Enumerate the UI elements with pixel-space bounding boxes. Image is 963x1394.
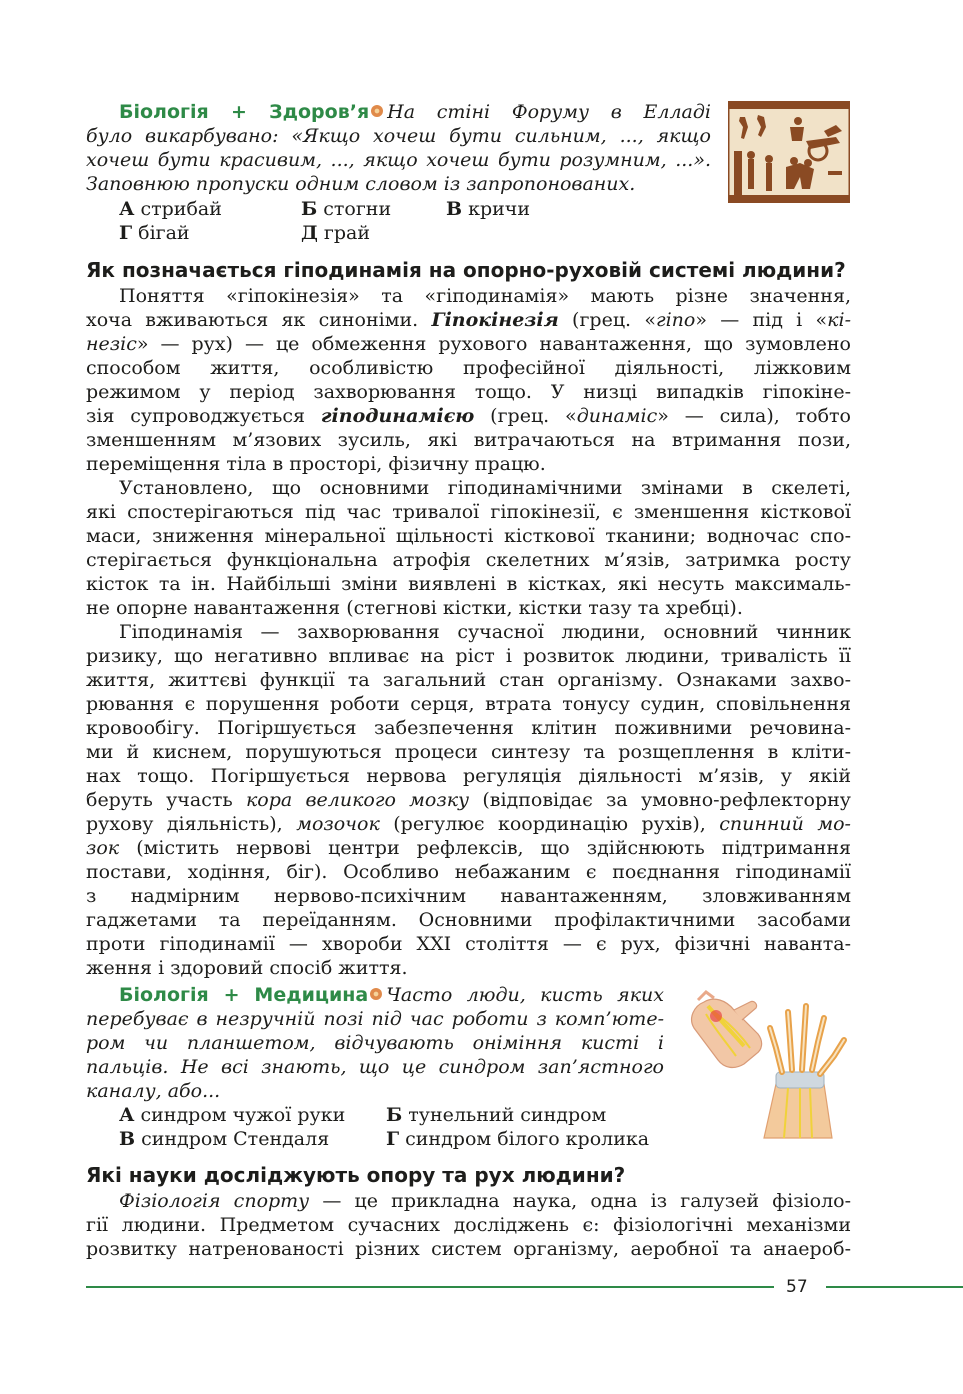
text-line: режимом у період захворювання тощо. У низці випадків гіпокіне-: [86, 381, 851, 403]
medicine-option-a: А синдром чужої руки: [119, 1104, 346, 1126]
medicine-box-line-1: Біологія + Медицина Часто люди, кисть яких: [119, 984, 664, 1006]
section-heading-hypodynamia: Як позначається гіподинамія на опорно-руховій системі людини?: [86, 258, 846, 282]
text-line: зія супроводжується гіподинамією (грец. «динаміс» — сила), тобто: [86, 405, 851, 427]
paragraph-4: [86, 1189, 851, 1261]
paragraph-1: [86, 284, 851, 476]
text-line: які спостерігаються під час тривалої гіпокінезії, є зменшення кісткової: [86, 501, 851, 523]
text-line: ризику, що негативно впливає на ріст і розвиток людини, тривалість її: [86, 645, 851, 667]
health-option-g: Г бігай: [119, 222, 190, 244]
text-line: зменшенням м’язових зусиль, які витрачаються на втримання пози,: [86, 429, 851, 451]
footer-rule-right: [826, 1286, 963, 1288]
medicine-option-g: Г синдром білого кролика: [386, 1128, 650, 1150]
text-line: Гіподинамія — захворювання сучасної людини, основний чинник: [119, 621, 851, 643]
medicine-option-b: Б тунельний синдром: [386, 1104, 607, 1126]
wrist-anatomy-image: [684, 988, 852, 1140]
health-option-v: В кричи: [446, 198, 530, 220]
medicine-box-line-4: пальців. Не всі знають, що це синдром зап’ястного: [86, 1056, 664, 1078]
greek-fresco-image: [728, 101, 850, 203]
text-line: беруть участь кора великого мозку (відповідає за умовно-рефлекторну: [86, 789, 851, 811]
page-number: 57: [786, 1277, 808, 1297]
health-box-tag: Біологія + Здоров’я: [119, 101, 370, 123]
health-box-line-1: Біологія + Здоров’я На стіні Форуму в Елладі: [119, 101, 711, 123]
health-option-d: Д грай: [301, 222, 371, 244]
text-line: рювання є порушення роботи серця, втрата тонусу судин, сповільнення: [86, 693, 851, 715]
text-line: Фізіологія спорту — це прикладна наука, одна із галузей фізіоло-: [119, 1190, 851, 1212]
text-line: рухову діяльність), мозочок (регулює координацію рухів), спинний мо-: [86, 813, 851, 835]
text-line: стерігається функціональна атрофія скелетних м’язів, затримка росту: [86, 549, 851, 571]
health-box-line-2: було викарбувано: «Якщо хочеш бути сильним, ..., якщо: [86, 125, 711, 147]
text-line: гії людини. Предметом сучасних досліджень є: фізіологічні механізми: [86, 1214, 851, 1236]
medicine-box-line-2: перебуває в незручній позі під час роботи з комп’ютe-: [86, 1008, 664, 1030]
text-line: Поняття «гіпокінезія» та «гіподинамія» мають різне значення,: [119, 285, 851, 307]
text-line: Установлено, що основними гіподинамічними змінами в скелеті,: [119, 477, 851, 499]
text-line: ження і здоровий спосіб життя.: [86, 957, 408, 979]
text-line: не опорне навантаження (стегнові кістки, кістки тазу та хребці).: [86, 597, 743, 619]
text-line: незіс» — рух) — це обмеження рухового навантаження, що зумовлено: [86, 333, 851, 355]
paragraph-3: [86, 620, 851, 980]
text-line: гаджетами та переїданням. Основними профілактичними засобами: [86, 909, 851, 931]
medicine-box-line-3: ром чи планшетом, відчувають оніміння кисті і: [86, 1032, 664, 1054]
text-line: кісток та ін. Найбільші зміни виявлені в кістках, які несуть максималь-: [86, 573, 851, 595]
text-line: хоча вживаються як синоніми. Гіпокінезія (грец. «гіпо» — під і «кі-: [86, 309, 851, 331]
flower-icon: [370, 988, 382, 1000]
medicine-option-v: В синдром Стендаля: [119, 1128, 330, 1150]
text-line: постави, ходіння, біг). Особливо небажаним є поєднання гіподинамії: [86, 861, 851, 883]
footer-rule-left: [86, 1286, 774, 1288]
health-option-a: А стрибай: [119, 198, 222, 220]
text-line: переміщення тіла в просторі, фізичну працю.: [86, 453, 546, 475]
health-box-line-3: хочеш бути красивим, ..., якщо хочеш бути розумним, ...».: [86, 149, 711, 171]
text-line: кровообігу. Погіршується забезпечення клітин поживними речовина-: [86, 717, 851, 739]
text-line: ми й киснем, порушуються процеси синтезу та розщеплення в кліти-: [86, 741, 851, 763]
text-line: способом життя, особливістю професійної діяльності, ліжковим: [86, 357, 851, 379]
text-line: зок (містить нервові центри рефлексів, що здійснюють підтримання: [86, 837, 851, 859]
health-option-b: Б стогни: [301, 198, 392, 220]
text-line: проти гіподинамії — хвороби XXI століття — є рух, фізичні наванта-: [86, 933, 851, 955]
text-line: з надмірним нервово-психічним навантаженням, зловживанням: [86, 885, 851, 907]
text-line: нах тощо. Погіршується нервова регуляція діяльності м’язів, у якій: [86, 765, 851, 787]
medicine-box-tag: Біологія + Медицина: [119, 984, 369, 1006]
health-box: [86, 100, 711, 196]
medicine-box-line-5: каналу, або...: [86, 1080, 221, 1102]
text-line: маси, зниження мінеральної щільності кісткової тканини; водночас спо-: [86, 525, 851, 547]
flower-icon: [371, 105, 383, 117]
health-box-line-4: Заповнюю пропуски одним словом із запропонованих.: [86, 173, 636, 195]
text-line: життя, життєві функції та загальний стан організму. Ознаками захво-: [86, 669, 851, 691]
medicine-box: [86, 983, 664, 1103]
text-line: розвитку натренованості різних систем організму, аеробної та анаероб-: [86, 1238, 851, 1260]
paragraph-2: [86, 476, 851, 620]
section-heading-sciences: Які науки досліджують опору та рух людини?: [86, 1163, 626, 1187]
